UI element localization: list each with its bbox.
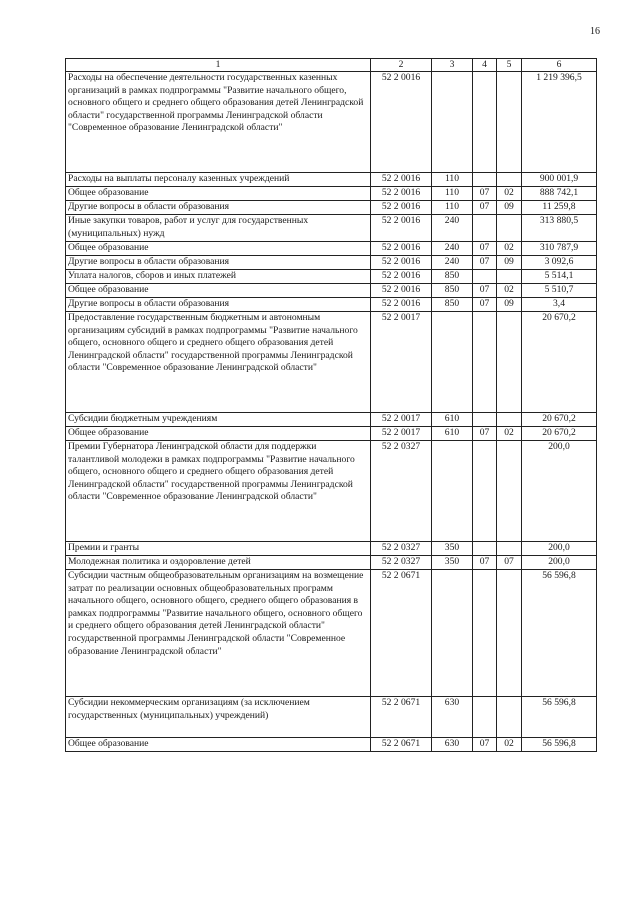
subsection-code — [497, 570, 522, 697]
table-row — [66, 298, 597, 312]
row-description: Субсидии частным общеобразовательным организациям на возмещение затрат по реализации основных общеобразовательных программ начального общего, основного общего, среднего общего образования в рамках подпрограммы "Развитие начального общего, основного общего и среднего общего образования детей Ленинградской области" государственной программы Ленинградской области "Современное образование Ленинградской области" — [66, 570, 371, 697]
section-code: 07 — [473, 427, 497, 441]
target-code: 52 2 0327 — [371, 556, 432, 570]
target-code: 52 2 0671 — [371, 738, 432, 752]
row-description: Молодежная политика и оздоровление детей — [66, 556, 371, 570]
expense-type-code: 850 — [432, 284, 473, 298]
expense-type-code: 350 — [432, 556, 473, 570]
subsection-code — [497, 270, 522, 284]
section-code: 07 — [473, 201, 497, 215]
section-code — [473, 72, 497, 173]
row-description: Другие вопросы в области образования — [66, 256, 371, 270]
row-description: Общее образование — [66, 427, 371, 441]
target-code: 52 2 0016 — [371, 215, 432, 242]
expense-type-code: 110 — [432, 201, 473, 215]
row-description: Субсидии некоммерческим организациям (за исключением государственных (муниципальных) учреждений) — [66, 697, 371, 738]
table-header — [66, 59, 597, 72]
row-description: Другие вопросы в области образования — [66, 201, 371, 215]
subsection-code: 02 — [497, 284, 522, 298]
column-header: 5 — [497, 59, 522, 72]
expense-type-code — [432, 441, 473, 542]
target-code: 52 2 0016 — [371, 256, 432, 270]
table-row — [66, 441, 597, 542]
table-row — [66, 413, 597, 427]
amount: 20 670,2 — [522, 312, 597, 413]
section-code — [473, 542, 497, 556]
section-code — [473, 413, 497, 427]
amount: 5 514,1 — [522, 270, 597, 284]
table-row — [66, 256, 597, 270]
column-header: 4 — [473, 59, 497, 72]
amount: 5 510,7 — [522, 284, 597, 298]
row-description: Премии и гранты — [66, 542, 371, 556]
row-description: Предоставление государственным бюджетным и автономным организациям субсидий в рамках подпрограммы "Развитие начального общего, основного общего и среднего общего образования детей Ленинградской области" государственной программы Ленинградской области "Современное образование Ленинградской области" — [66, 312, 371, 413]
target-code: 52 2 0017 — [371, 312, 432, 413]
amount: 20 670,2 — [522, 427, 597, 441]
table-row — [66, 570, 597, 697]
amount: 313 880,5 — [522, 215, 597, 242]
target-code: 52 2 0327 — [371, 542, 432, 556]
row-description: Общее образование — [66, 284, 371, 298]
table-row — [66, 173, 597, 187]
column-header: 6 — [522, 59, 597, 72]
target-code: 52 2 0016 — [371, 173, 432, 187]
table-body — [66, 72, 597, 752]
expense-type-code: 350 — [432, 542, 473, 556]
section-code — [473, 441, 497, 542]
expense-type-code: 850 — [432, 298, 473, 312]
expense-type-code: 110 — [432, 187, 473, 201]
target-code: 52 2 0671 — [371, 697, 432, 738]
row-description: Общее образование — [66, 187, 371, 201]
table-row — [66, 427, 597, 441]
table-row — [66, 270, 597, 284]
table-row — [66, 556, 597, 570]
subsection-code — [497, 72, 522, 173]
target-code: 52 2 0016 — [371, 284, 432, 298]
amount: 56 596,8 — [522, 738, 597, 752]
expense-type-code: 610 — [432, 413, 473, 427]
amount: 200,0 — [522, 542, 597, 556]
subsection-code — [497, 215, 522, 242]
row-description: Уплата налогов, сборов и иных платежей — [66, 270, 371, 284]
expense-type-code — [432, 570, 473, 697]
section-code: 07 — [473, 242, 497, 256]
amount: 310 787,9 — [522, 242, 597, 256]
expense-type-code: 110 — [432, 173, 473, 187]
subsection-code — [497, 173, 522, 187]
amount: 888 742,1 — [522, 187, 597, 201]
target-code: 52 2 0671 — [371, 570, 432, 697]
expense-type-code: 850 — [432, 270, 473, 284]
target-code: 52 2 0017 — [371, 413, 432, 427]
section-code: 07 — [473, 187, 497, 201]
section-code — [473, 570, 497, 697]
row-description: Субсидии бюджетным учреждениям — [66, 413, 371, 427]
subsection-code — [497, 413, 522, 427]
row-description: Премии Губернатора Ленинградской области для поддержки талантливой молодежи в рамках подпрограммы "Развитие начального общего, основного общего и среднего общего образования детей Ленинградской области" государственной программы Ленинградской области "Современное образование Ленинградской области" — [66, 441, 371, 542]
target-code: 52 2 0016 — [371, 270, 432, 284]
amount: 3 092,6 — [522, 256, 597, 270]
section-code: 07 — [473, 298, 497, 312]
row-description: Расходы на выплаты персоналу казенных учреждений — [66, 173, 371, 187]
section-code — [473, 697, 497, 738]
expense-type-code — [432, 72, 473, 173]
amount: 56 596,8 — [522, 570, 597, 697]
amount: 200,0 — [522, 556, 597, 570]
section-code — [473, 270, 497, 284]
amount: 20 670,2 — [522, 413, 597, 427]
section-code: 07 — [473, 738, 497, 752]
section-code: 07 — [473, 284, 497, 298]
target-code: 52 2 0327 — [371, 441, 432, 542]
amount: 56 596,8 — [522, 697, 597, 738]
amount: 200,0 — [522, 441, 597, 542]
target-code: 52 2 0016 — [371, 187, 432, 201]
expense-type-code: 240 — [432, 215, 473, 242]
subsection-code: 02 — [497, 187, 522, 201]
header-row — [66, 59, 597, 72]
subsection-code: 09 — [497, 256, 522, 270]
subsection-code: 07 — [497, 556, 522, 570]
section-code — [473, 215, 497, 242]
table-row — [66, 738, 597, 752]
expense-type-code — [432, 312, 473, 413]
subsection-code: 09 — [497, 298, 522, 312]
expense-type-code: 240 — [432, 256, 473, 270]
subsection-code — [497, 441, 522, 542]
target-code: 52 2 0016 — [371, 242, 432, 256]
subsection-code — [497, 312, 522, 413]
amount: 3,4 — [522, 298, 597, 312]
row-description: Другие вопросы в области образования — [66, 298, 371, 312]
section-code: 07 — [473, 256, 497, 270]
table-row — [66, 542, 597, 556]
target-code: 52 2 0016 — [371, 201, 432, 215]
section-code — [473, 173, 497, 187]
column-header: 1 — [66, 59, 371, 72]
section-code — [473, 312, 497, 413]
subsection-code: 02 — [497, 427, 522, 441]
table-row — [66, 242, 597, 256]
subsection-code — [497, 697, 522, 738]
expense-type-code: 630 — [432, 738, 473, 752]
table-row — [66, 697, 597, 738]
column-header: 3 — [432, 59, 473, 72]
amount: 1 219 396,5 — [522, 72, 597, 173]
column-header: 2 — [371, 59, 432, 72]
target-code: 52 2 0016 — [371, 298, 432, 312]
section-code: 07 — [473, 556, 497, 570]
table-row — [66, 72, 597, 173]
table-row — [66, 312, 597, 413]
expense-type-code: 630 — [432, 697, 473, 738]
subsection-code: 02 — [497, 738, 522, 752]
row-description: Общее образование — [66, 738, 371, 752]
subsection-code: 02 — [497, 242, 522, 256]
amount: 900 001,9 — [522, 173, 597, 187]
row-description: Расходы на обеспечение деятельности государственных казенных организаций в рамках подпрограммы "Развитие начального общего, основного общего и среднего общего образования детей Ленинградской области" государственной программы Ленинградской области "Современное образование Ленинградской области" — [66, 72, 371, 173]
row-description: Общее образование — [66, 242, 371, 256]
table-row — [66, 187, 597, 201]
expense-type-code: 240 — [432, 242, 473, 256]
table-row — [66, 215, 597, 242]
budget-table — [65, 58, 597, 752]
expense-type-code: 610 — [432, 427, 473, 441]
subsection-code: 09 — [497, 201, 522, 215]
subsection-code — [497, 542, 522, 556]
table-row — [66, 201, 597, 215]
target-code: 52 2 0016 — [371, 72, 432, 173]
page-number: 16 — [590, 26, 600, 37]
target-code: 52 2 0017 — [371, 427, 432, 441]
row-description: Иные закупки товаров, работ и услуг для государственных (муниципальных) нужд — [66, 215, 371, 242]
table-row — [66, 284, 597, 298]
amount: 11 259,8 — [522, 201, 597, 215]
